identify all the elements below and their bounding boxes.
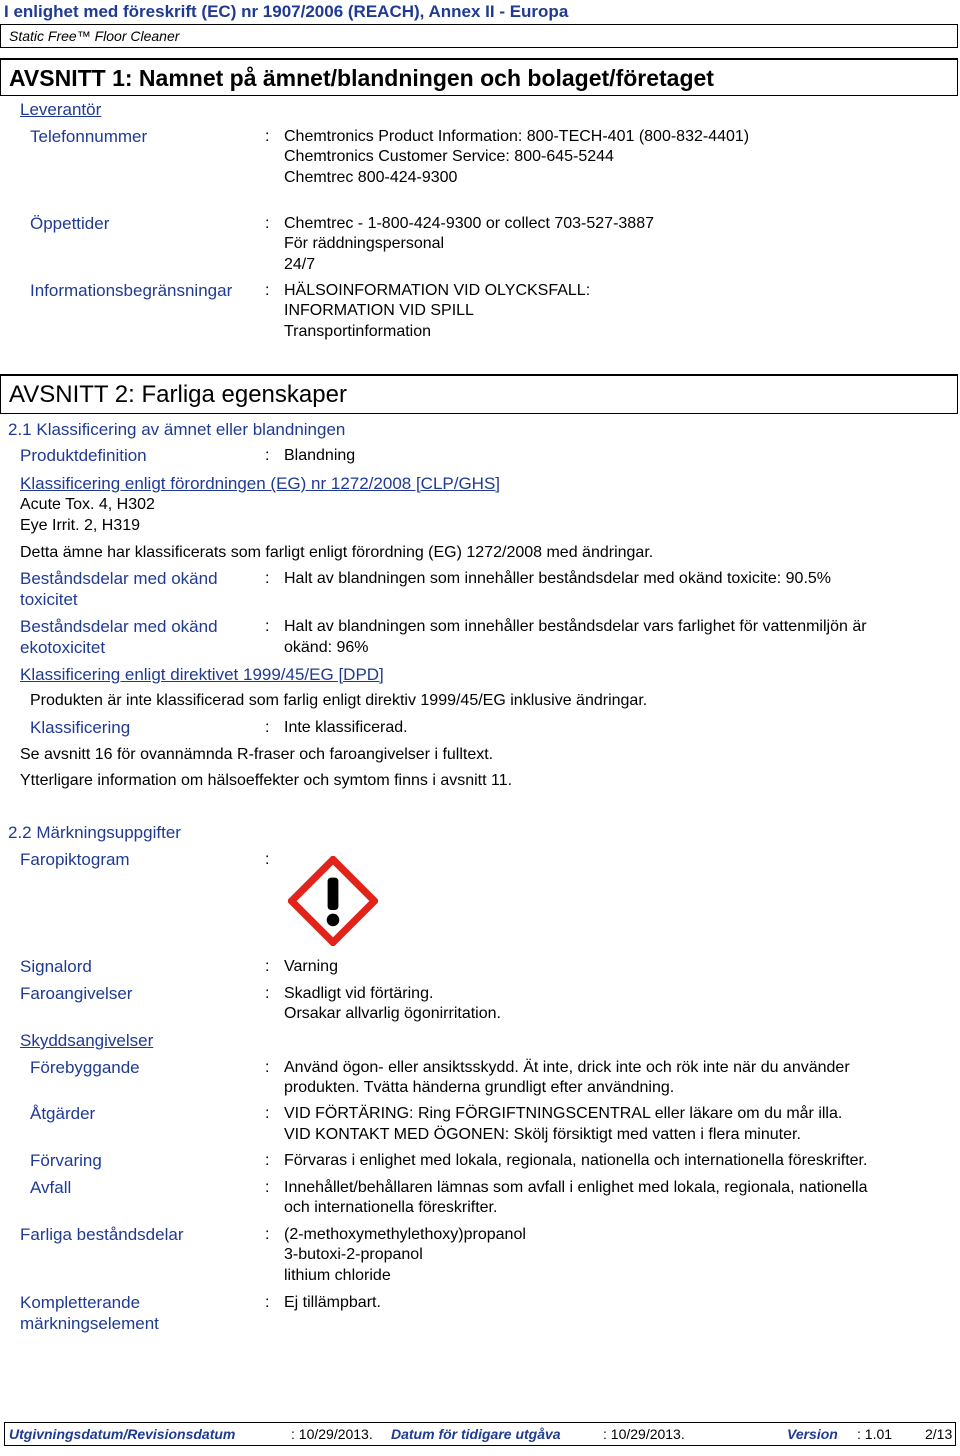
tox-value: Halt av blandningen som innehåller beståndsdelar med okänd toxicite: 90.5%	[284, 570, 832, 587]
colon: :	[265, 447, 270, 464]
document-title: I enlighet med föreskrift (EC) nr 1907/2006 (REACH), Annex II - Europa	[4, 2, 569, 21]
footer-utg-label: Utgivningsdatum/Revisionsdatum	[9, 1426, 236, 1442]
colon: :	[265, 282, 270, 299]
oppettider-line-1: Chemtrec - 1-800-424-9300 or collect 703-527-3887	[284, 215, 654, 232]
footer-tidigare-label: Datum för tidigare utgåva	[391, 1426, 561, 1442]
ekotox-label-1: Beståndsdelar med okänd	[20, 617, 218, 636]
faroang-line-1: Skadligt vid förtäring.	[284, 985, 434, 1002]
produktdef-value: Blandning	[284, 447, 356, 464]
colon: :	[265, 570, 270, 587]
atgarder-label: Åtgärder	[30, 1104, 96, 1123]
footer-tidigare-value: : 10/29/2013.	[603, 1426, 685, 1442]
footer-utg-value: : 10/29/2013.	[291, 1426, 373, 1442]
tox-label-2: toxicitet	[20, 590, 78, 609]
telefon-line-1: Chemtronics Product Information: 800-TECH-401 (800-832-4401)	[284, 128, 750, 145]
colon: :	[265, 1059, 270, 1076]
oppettider-label: Öppettider	[30, 214, 110, 233]
clp-line-1: Acute Tox. 4, H302	[20, 496, 155, 513]
forebygg-label: Förebyggande	[30, 1058, 140, 1077]
forvaring-label: Förvaring	[30, 1151, 102, 1170]
page-footer	[4, 1422, 956, 1446]
atgarder-line-1: VID FÖRTÄRING: Ring FÖRGIFTNINGSCENTRAL eller läkare om du mår illa.	[284, 1105, 843, 1122]
faroang-label: Faroangivelser	[20, 984, 133, 1003]
colon: :	[265, 958, 270, 975]
clp-heading: Klassificering enligt förordningen (EG) nr 1272/2008 [CLP/GHS]	[20, 474, 501, 493]
note-1: Se avsnitt 16 för ovannämnda R-fraser och faroangivelser i fulltext.	[20, 746, 494, 763]
avfall-line-2: och internationella föreskrifter.	[284, 1199, 498, 1216]
tox-label-1: Beståndsdelar med okänd	[20, 569, 218, 588]
colon: :	[265, 985, 270, 1002]
telefon-line-3: Chemtrec 800-424-9300	[284, 169, 458, 186]
note-2: Ytterligare information om hälsoeffekter och symtom finns i avsnitt 11.	[20, 772, 513, 789]
skydd-label: Skyddsangivelser	[20, 1031, 154, 1050]
ekotox-label-2: ekotoxicitet	[20, 638, 106, 657]
colon: :	[265, 1105, 270, 1122]
klass-value: Inte klassificerad.	[284, 719, 408, 736]
forebygg-line-2: produkten. Tvätta händerna grundligt efter användning.	[284, 1079, 675, 1096]
atgarder-line-2: VID KONTAKT MED ÖGONEN: Skölj försiktigt med vatten i flera minuter.	[284, 1126, 801, 1143]
farliga-line-3: lithium chloride	[284, 1267, 391, 1284]
footer-version-label: Version	[787, 1426, 838, 1442]
telefon-label: Telefonnummer	[30, 127, 148, 146]
section1-heading: AVSNITT 1: Namnet på ämnet/blandningen och bolaget/företaget	[0, 58, 958, 96]
colon: :	[265, 618, 270, 635]
signalord-label: Signalord	[20, 957, 92, 976]
kompl-value: Ej tillämpbart.	[284, 1294, 381, 1311]
oppettider-line-2: För räddningspersonal	[284, 235, 445, 252]
kompl-label-1: Kompletterande	[20, 1293, 141, 1312]
ekotox-value-1: Halt av blandningen som innehåller beståndsdelar vars farlighet för vattenmiljön är	[284, 618, 867, 635]
forvaring-value: Förvaras i enlighet med lokala, regionala, nationella och internationella föreskrifter.	[284, 1152, 868, 1169]
product-name-bar: Static Free™ Floor Cleaner	[0, 24, 958, 48]
info-line-1: HÄLSOINFORMATION VID OLYCKSFALL:	[284, 282, 591, 299]
forebygg-line-1: Använd ögon- eller ansiktsskydd. Ät inte, drick inte och rök inte när du använder	[284, 1059, 850, 1076]
kompl-label-2: märkningselement	[20, 1314, 159, 1333]
exclamation-mark-pictogram-icon	[288, 856, 378, 946]
colon: :	[265, 1152, 270, 1169]
telefon-line-2: Chemtronics Customer Service: 800-645-5244	[284, 148, 614, 165]
clp-note: Detta ämne har klassificerats som farligt enligt förordning (EG) 1272/2008 med ändringar.	[20, 544, 654, 561]
footer-version-value: : 1.01	[857, 1426, 893, 1442]
farliga-label: Farliga beståndsdelar	[20, 1225, 184, 1244]
info-label: Informationsbegränsningar	[30, 281, 233, 300]
colon: :	[265, 215, 270, 232]
oppettider-line-3: 24/7	[284, 256, 316, 273]
colon: :	[265, 1226, 270, 1243]
faropikt-label: Faropiktogram	[20, 850, 130, 869]
colon: :	[265, 851, 270, 868]
info-line-3: Transportinformation	[284, 323, 432, 340]
farliga-line-2: 3-butoxi-2-propanol	[284, 1246, 423, 1263]
footer-page-number: 2/13	[925, 1426, 953, 1442]
klass-label: Klassificering	[30, 718, 131, 737]
clp-line-2: Eye Irrit. 2, H319	[20, 517, 141, 534]
avfall-label: Avfall	[30, 1178, 72, 1197]
avfall-line-1: Innehållet/behållaren lämnas som avfall i enlighet med lokala, regionala, nationella	[284, 1179, 868, 1196]
colon: :	[265, 1179, 270, 1196]
farliga-line-1: (2-methoxymethylethoxy)propanol	[284, 1226, 526, 1243]
colon: :	[265, 128, 270, 145]
colon: :	[265, 719, 270, 736]
subsection-2-2: 2.2 Märkningsuppgifter	[8, 823, 181, 842]
dpd-heading: Klassificering enligt direktivet 1999/45/EG [DPD]	[20, 665, 384, 684]
info-line-2: INFORMATION VID SPILL	[284, 302, 474, 319]
leverantor-label: Leverantör	[20, 100, 102, 119]
produktdef-label: Produktdefinition	[20, 446, 147, 465]
ekotox-value-2: okänd: 96%	[284, 639, 369, 656]
colon: :	[265, 1294, 270, 1311]
subsection-2-1: 2.1 Klassificering av ämnet eller blandningen	[8, 420, 346, 439]
faroang-line-2: Orsakar allvarlig ögonirritation.	[284, 1005, 501, 1022]
signalord-value: Varning	[284, 958, 338, 975]
dpd-note: Produkten är inte klassificerad som farlig enligt direktiv 1999/45/EG inklusive ändringar.	[30, 692, 648, 709]
section2-heading: AVSNITT 2: Farliga egenskaper	[0, 374, 958, 414]
